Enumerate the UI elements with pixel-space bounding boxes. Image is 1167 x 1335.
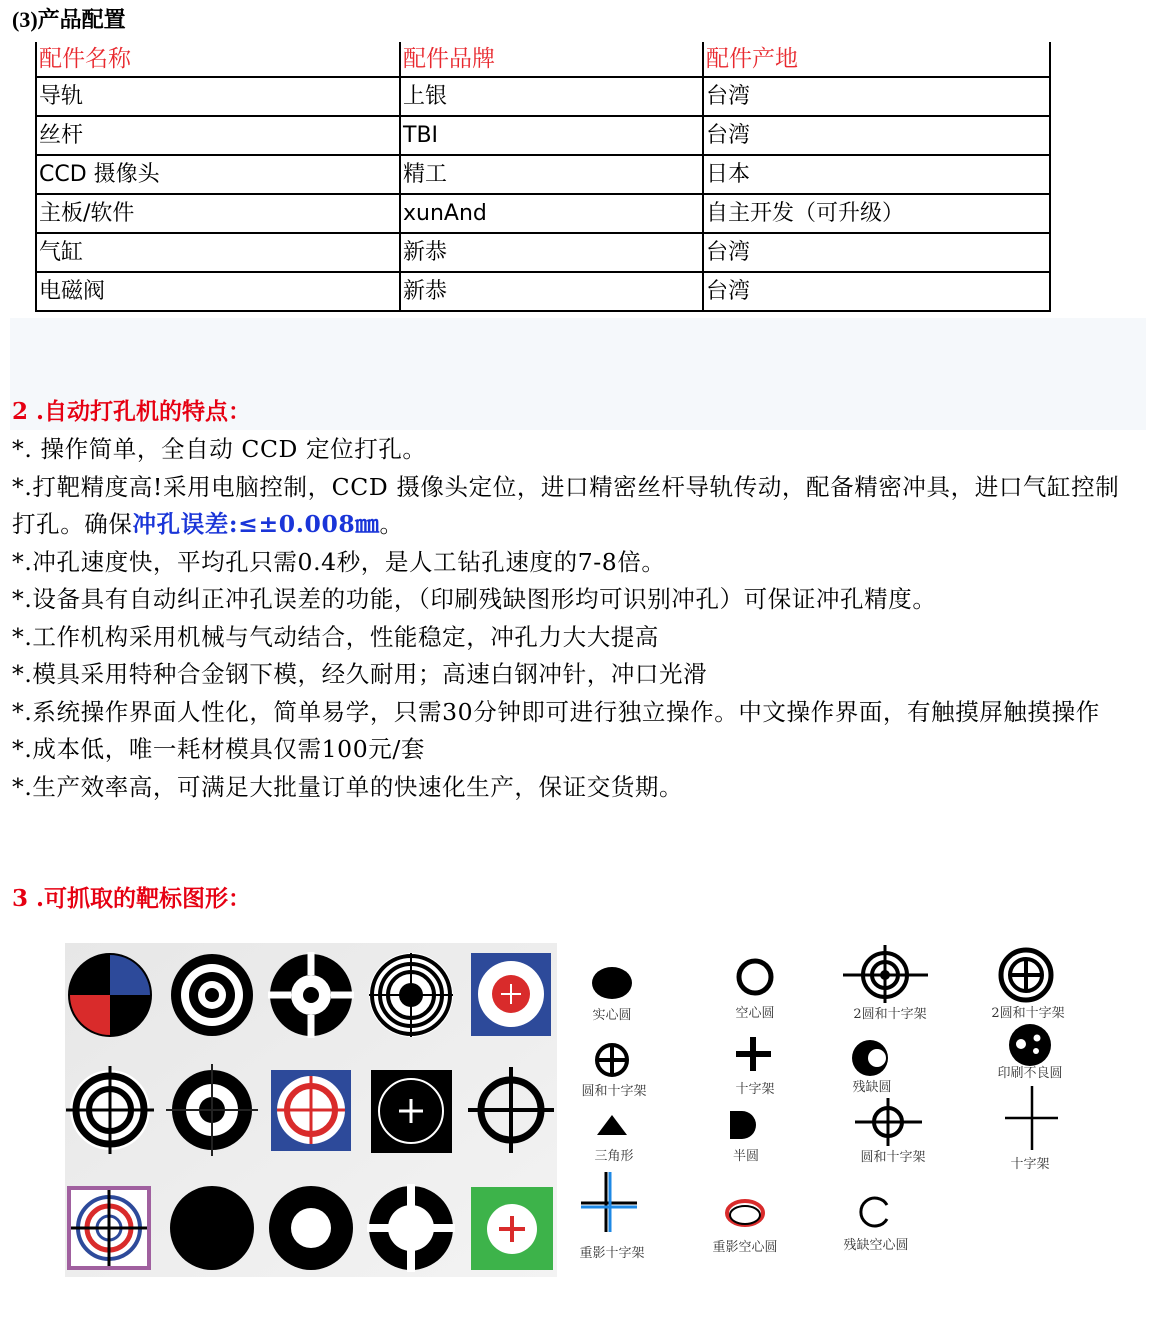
cell-part-name: 气缸 (36, 233, 400, 272)
solid-disk-icon (170, 1186, 254, 1270)
half-circle-icon (730, 1111, 756, 1139)
header-part-brand: 配件品牌 (400, 42, 703, 77)
thin-cross-icon (1005, 1086, 1058, 1150)
cell-part-name: 导轨 (36, 77, 400, 116)
legend-label: 重影空心圆 (712, 1240, 778, 1255)
feature-line: *. 操作简单，全自动 CCD 定位打孔。 (12, 435, 427, 463)
features-title: 2 .自动打孔机的特点： (12, 398, 252, 425)
cell-part-origin: 日本 (703, 155, 1050, 194)
thick-cross-icon (736, 1037, 771, 1071)
product-config-title: (3)产品配置 (12, 7, 126, 32)
legend-label: 圆和十字架 (860, 1150, 926, 1165)
config-table (35, 42, 1051, 312)
black-square-circle-plus-icon (371, 1070, 452, 1153)
feature-line: *.系统操作界面人性化，简单易学，只需30分钟即可进行独立操作。中文操作界面，有触摸屏触摸操作 (12, 697, 1100, 726)
table-row (36, 272, 1050, 311)
legend-label: 重影十字架 (579, 1246, 645, 1261)
feature-line: *.工作机构采用机械与气动结合，性能稳定，冲孔力大大提高 (12, 622, 660, 651)
precision-before: 打孔。确保 (12, 510, 133, 538)
two-circles-crosshair-icon (843, 945, 928, 1003)
table-row (36, 77, 1050, 116)
ghost-cross-icon (581, 1172, 637, 1232)
quartered-circle-target-icon (69, 954, 151, 1036)
target-legend (560, 930, 1100, 1275)
feature-line-precision (12, 506, 1162, 544)
legend-label: 三角形 (594, 1149, 634, 1164)
blue-square-red-dot-target-icon (471, 953, 551, 1036)
cell-part-name: 丝杆 (36, 116, 400, 155)
cell-part-origin: 台湾 (703, 272, 1050, 311)
table-row (36, 233, 1050, 272)
cell-part-origin: 台湾 (703, 77, 1050, 116)
cell-part-name: CCD 摄像头 (36, 155, 400, 194)
cell-part-origin: 台湾 (703, 233, 1050, 272)
header-part-origin: 配件产地 (703, 42, 1050, 77)
cell-part-brand: 精工 (400, 155, 703, 194)
table-row (36, 194, 1050, 233)
legend-label: 残缺圆 (852, 1080, 892, 1095)
table-row (36, 116, 1050, 155)
cell-part-brand: 上银 (400, 77, 703, 116)
table-row (36, 155, 1050, 194)
precision-after: 。 (379, 510, 404, 538)
legend-label: 残缺空心圆 (843, 1238, 909, 1253)
feature-list (12, 431, 1162, 806)
legend-label: 实心圆 (592, 1008, 632, 1023)
legend-label: 十字架 (1010, 1157, 1050, 1172)
thick-ring-icon (269, 1186, 353, 1270)
legend-label: 圆和十字架 (581, 1084, 647, 1099)
legend-label: 2圆和十字架 (991, 1006, 1065, 1021)
broken-hollow-circle-icon (861, 1198, 887, 1226)
legend-label: 2圆和十字架 (853, 1007, 927, 1022)
legend-label: 印刷不良圆 (997, 1066, 1063, 1081)
feature-line: *.模具采用特种合金钢下模，经久耐用；高速白钢冲针，冲口光滑 (12, 660, 708, 688)
cell-part-brand: 新恭 (400, 272, 703, 311)
cell-part-brand: xunAnd (400, 194, 703, 233)
cell-part-origin: 自主开发（可升级） (703, 194, 1050, 233)
cell-part-origin: 台湾 (703, 116, 1050, 155)
legend-label: 空心圆 (735, 1006, 775, 1021)
concentric-rings-crosshair-icon (369, 953, 453, 1037)
feature-line: *.冲孔速度快，平均孔只需0.4秒，是人工钻孔速度的7-8倍。 (12, 547, 666, 576)
circle-plus-icon (597, 1045, 627, 1075)
cell-part-brand: TBI (400, 116, 703, 155)
header-part-name: 配件名称 (36, 42, 400, 77)
solid-circle-icon (592, 967, 632, 999)
targets-title: 3 .可抓取的靶标图形： (12, 885, 252, 912)
feature-line: *.设备具有自动纠正冲孔误差的功能，（印刷残缺图形均可识别冲孔）可保证冲孔精度。 (12, 585, 937, 613)
table-header-row (36, 42, 1050, 77)
cell-part-name: 电磁阀 (36, 272, 400, 311)
circle-crosshair-icon (855, 1098, 922, 1146)
target-patterns-image (65, 943, 557, 1277)
poorly-printed-circle-icon (1009, 1024, 1051, 1066)
bullseye-target-icon (171, 954, 253, 1036)
defective-circle-icon (852, 1040, 888, 1076)
cell-part-brand: 新恭 (400, 233, 703, 272)
blue-square-red-ring-crosshair-icon (271, 1070, 351, 1151)
two-circles-plus-icon (1001, 950, 1051, 1000)
green-square-red-plus-icon (471, 1187, 553, 1270)
hollow-circle-icon (739, 961, 771, 993)
precision-highlight: 冲孔误差:≤±0.008㎜ (132, 510, 380, 538)
legend-label: 半圆 (732, 1149, 760, 1164)
legend-label: 十字架 (735, 1082, 775, 1097)
ghost-hollow-circle-icon (727, 1201, 763, 1225)
triangle-icon (597, 1115, 627, 1135)
feature-line: *.成本低，唯一耗材模具仅需100元/套 (12, 735, 425, 763)
feature-line: *.生产效率高，可满足大批量订单的快速化生产，保证交货期。 (12, 772, 684, 801)
purple-square-rings-crosshair-icon (69, 1188, 149, 1268)
feature-line: *.打靶精度高!采用电脑控制，CCD 摄像头定位，进口精密丝杆导轨传动，配备精密冲具，进口气缸控制 (12, 472, 1120, 501)
cell-part-name: 主板/软件 (36, 194, 400, 233)
